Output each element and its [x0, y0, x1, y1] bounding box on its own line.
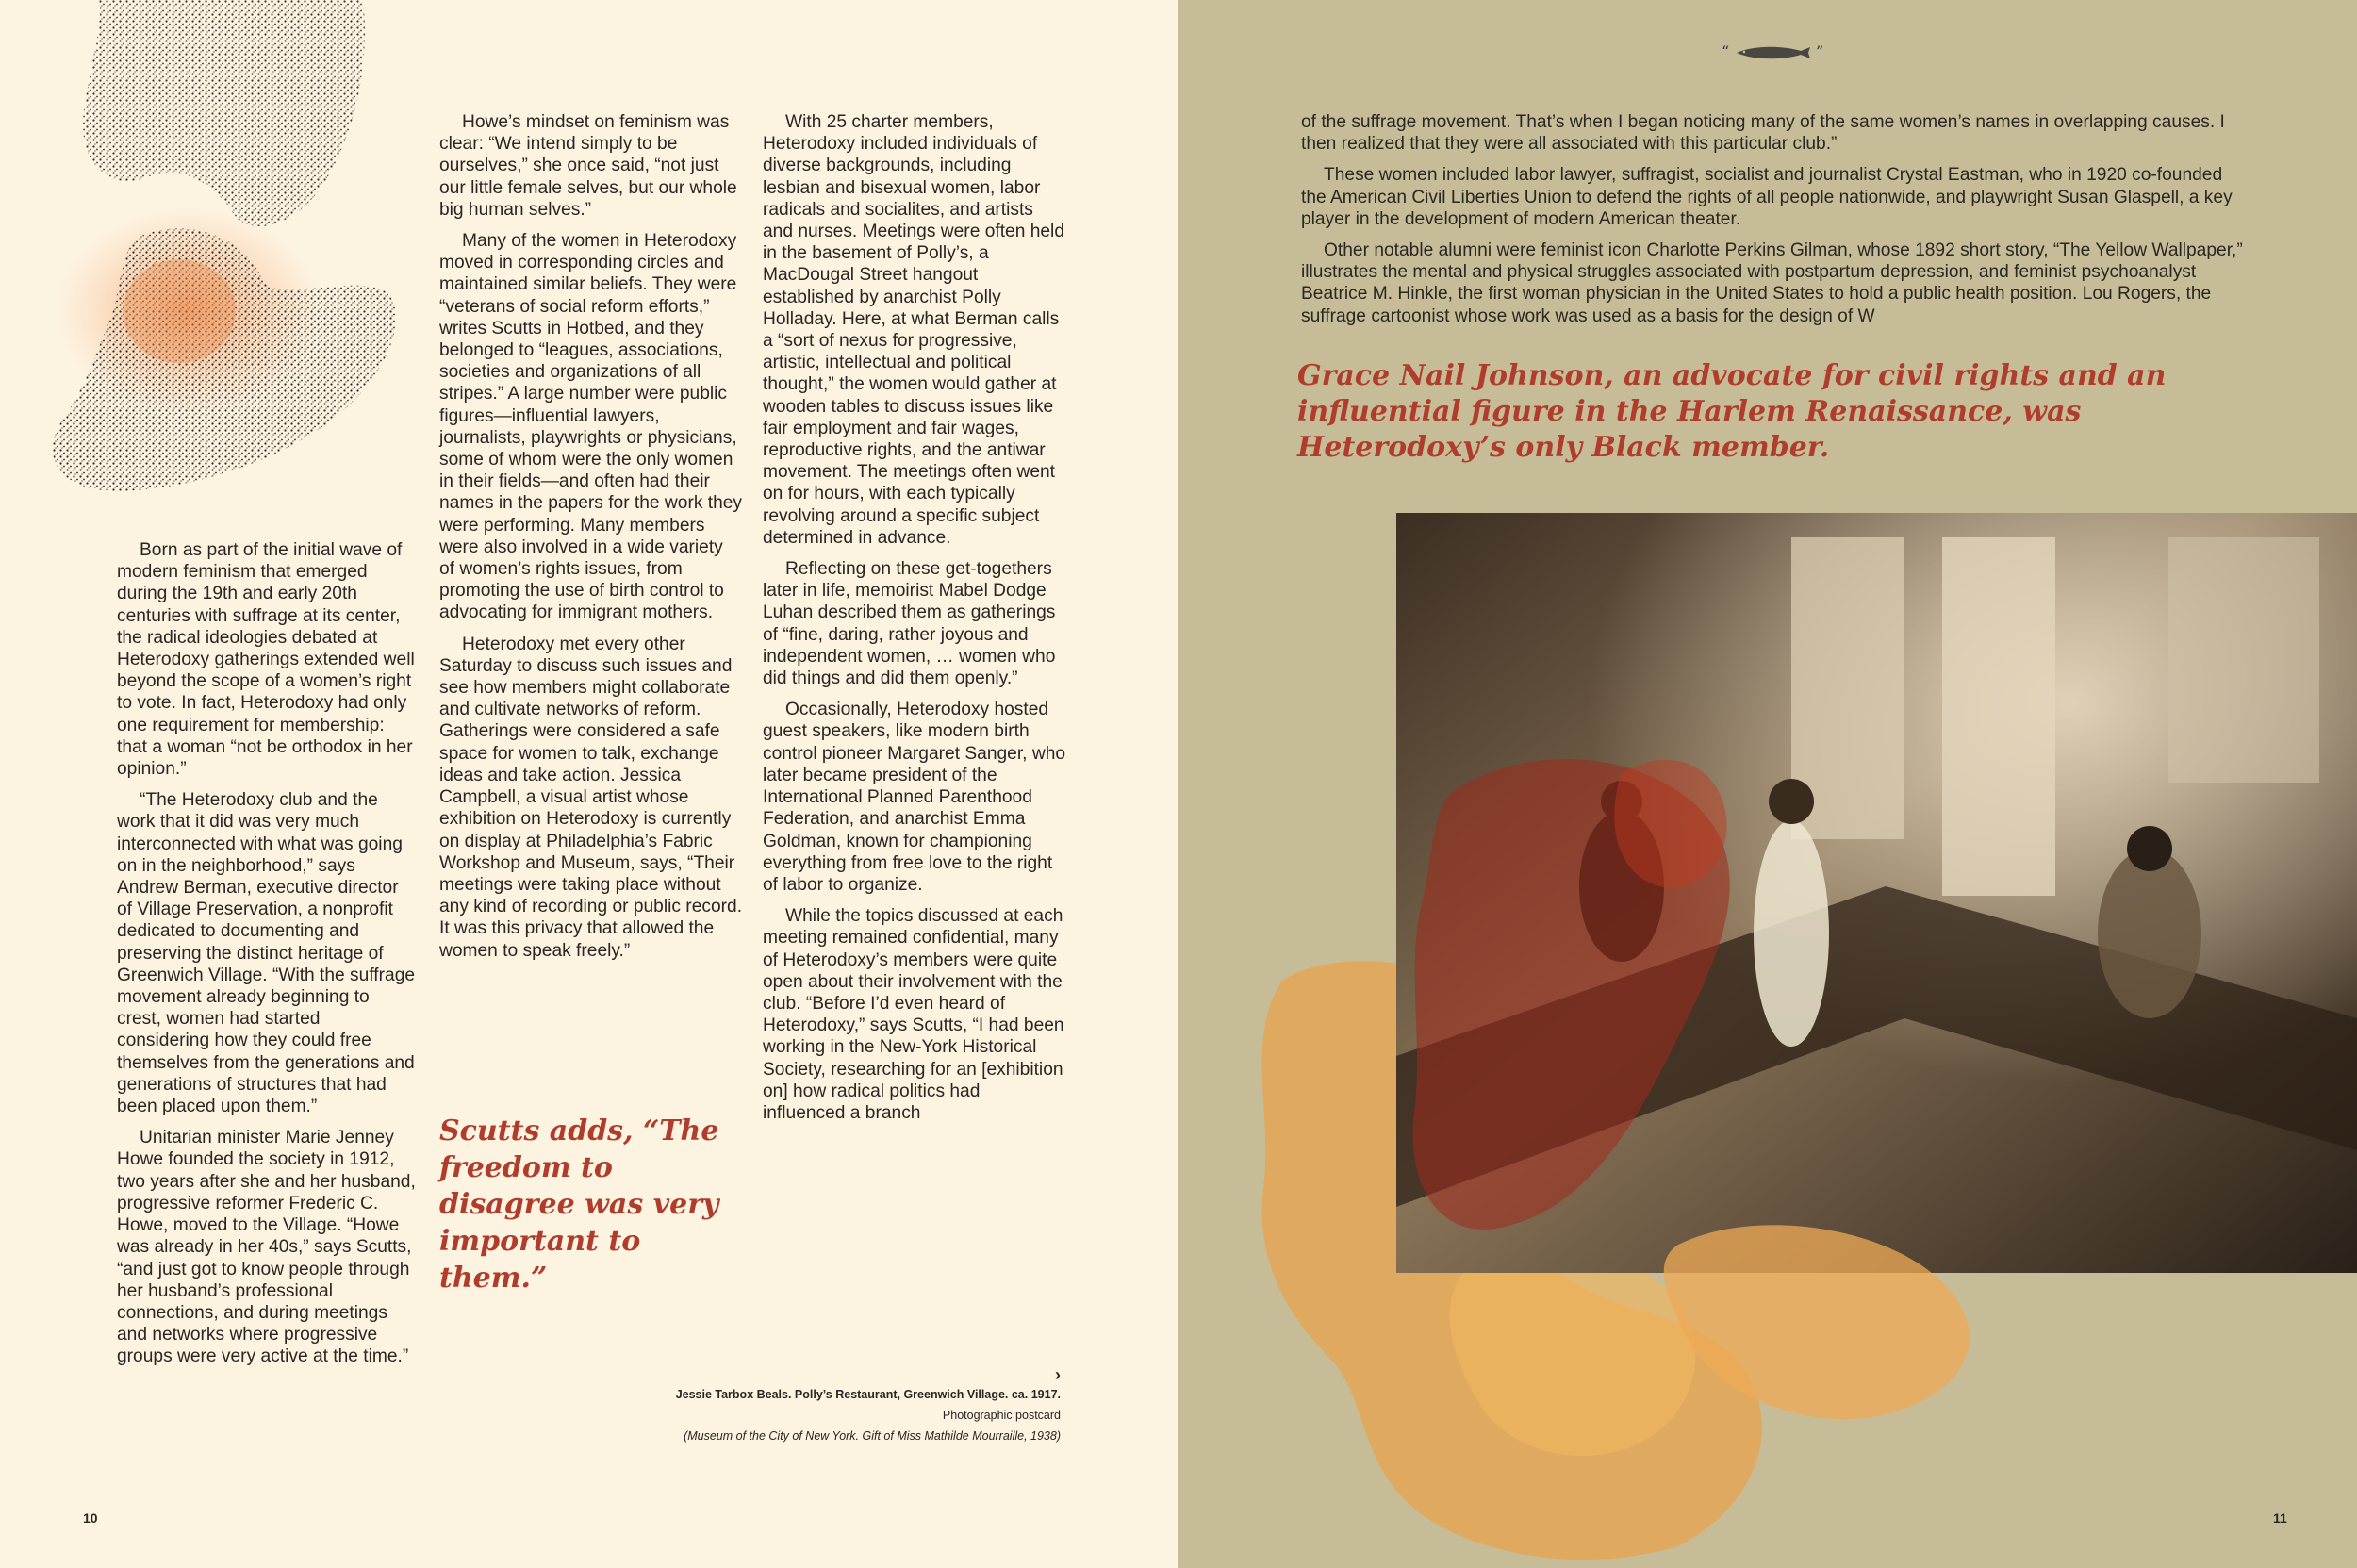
svg-text:“: “: [1722, 42, 1730, 60]
body-column-right: [1301, 111, 2244, 337]
chevron-right-icon: ›: [1055, 1365, 1061, 1384]
stippled-hat-illustration: [0, 0, 415, 514]
paragraph: Other notable alumni were feminist icon Charlotte Perkins Gilman, whose 1892 short story, “The Yellow Wallpaper,” illustrates the mental and physical struggles associated with postpartum depression, and feminist psychoanalyst Beatrice M. Hinkle, the first woman physician in the United States to hold a public health position. Lou Rogers, the suffrage cartoonist whose work was used as a basis for the design of W: [1301, 240, 2243, 326]
paragraph: Howe’s mindset on feminism was clear: “We intend simply to be ourselves,” she once said, “not just our little female selves, but our whole big human selves.”: [439, 112, 737, 220]
paragraph: Born as part of the initial wave of modern feminism that emerged during the 19th and early 20th centuries with suffrage at its center, the radical ideologies debated at Heterodoxy gatherings extended well beyond the scope of a women’s right to vote. In fact, Heterodoxy had only one requirement for membership: that a woman “not be orthodox in her opinion.”: [117, 540, 415, 780]
pull-quote: Scutts adds, “The freedom to disagree was very important to them.”: [439, 1114, 719, 1295]
page-number: 10: [83, 1510, 98, 1526]
body-column-2: [439, 111, 743, 971]
paragraph: While the topics discussed at each meeting remained confidential, many of Heterodoxy’s members were quite open about their involvement with the club. “Before I’d even heard of Heterodoxy,” says Scutts, “I had been working in the New-York Historical Society, researching for an [exhibition on] how radical politics had influenced a branch: [763, 906, 1064, 1123]
page-number: 11: [2273, 1510, 2287, 1526]
svg-text:”: ”: [1816, 42, 1824, 60]
paragraph: “The Heterodoxy club and the work that it did was very much interconnected with what was going on in the neighborhood,” says Andrew Berman, executive director of Village Preservation, a nonprofit dedicated to documenting and preserving the distinct heritage of Greenwich Village. “With the suffrage movement already beginning to crest, women had started considering how they could free themselves from the generations and generations of structures that had been placed upon them.”: [117, 790, 416, 1117]
left-page: [0, 0, 1178, 1568]
paragraph: With 25 charter members, Heterodoxy included individuals of diverse backgrounds, including lesbian and bisexual women, labor radicals and socialites, and artists and nurses. Meetings were often held in the basement of Polly’s, a MacDougal Street hangout established by anarchist Polly Holladay. Here, at what Berman calls a “sort of nexus for progressive, artistic, intellectual and political thought,” the women would gather at wooden tables to discuss issues like fair employment and fair wages, reproductive rights, and the antiwar movement. The meetings often went on for hours, with each typically revolving around a specific subject determined in advance.: [763, 112, 1064, 548]
caption-source: (Museum of the City of New York. Gift of Miss Mathilde Mourraille, 1938): [684, 1429, 1061, 1443]
paragraph: Heterodoxy met every other Saturday to discuss such issues and see how members might collaborate and cultivate networks of reform. Gatherings were considered a safe space for women to talk, exchange ideas and take action. Jessica Campbell, a visual artist whose exhibition on Heterodoxy is currently on display at Philadelphia’s Fabric Workshop and Museum, says, “Their meetings were taking place without any kind of recording or public record. It was this privacy that allowed the women to speak freely.”: [439, 634, 743, 961]
caption-medium: Photographic postcard: [942, 1409, 1061, 1422]
body-column-3: [763, 111, 1066, 1133]
restaurant-photograph: [1226, 490, 2357, 1568]
paragraph: Reflecting on these get-togethers later in life, memoirist Mabel Dodge Luhan described them as gatherings of “fine, daring, rather joyous and independent women, … women who did things and did them openly.”: [763, 559, 1056, 689]
fish-ornament-icon: [1716, 38, 1829, 66]
paragraph: Occasionally, Heterodoxy hosted guest speakers, like modern birth control pioneer Margaret Sanger, who later became president of the International Planned Parenthood Federation, and anarchist Emma Goldman, known for championing everything from free love to the right of labor to organize.: [763, 700, 1066, 895]
paragraph: Unitarian minister Marie Jenney Howe founded the society in 1912, two years after she and her husband, progressive reformer Frederic C. Howe, moved to the Village. “Howe was already in her 40s,” says Scutts, “and just got to know people through her husband’s professional connections, and during meetings and networks where progressive groups were very active at the time.”: [117, 1128, 416, 1367]
photo-caption: [570, 1365, 1061, 1446]
paragraph: These women included labor lawyer, suffragist, socialist and journalist Crystal Eastman, who in 1920 co-founded the American Civil Liberties Union to defend the rights of all people nationwide, and playwright Susan Glaspell, a key player in the development of modern American theater.: [1301, 165, 2233, 229]
body-column-1: [117, 539, 417, 1378]
paragraph: of the suffrage movement. That’s when I began noticing many of the same women’s names in overlapping causes. I then realized that they were all associated with this particular club.”: [1301, 112, 2225, 155]
paragraph: Many of the women in Heterodoxy moved in corresponding circles and maintained similar beliefs. They were “veterans of social reform efforts,” writes Scutts in Hotbed, and they belonged to “leagues, associations, societies and organizations of all stripes.” A large number were public figures—influential lawyers, journalists, playwrights or physicians, some of whom were the only women in their fields—and often had their names in the papers for the work they were performing. Many members were also involved in a wide variety of women’s rights issues, from promoting the use of birth control to advocating for immigrant mothers.: [439, 231, 743, 623]
caption-title: Jessie Tarbox Beals. Polly’s Restaurant, Greenwich Village. ca. 1917.: [675, 1388, 1061, 1401]
pull-quote-right: Grace Nail Johnson, an advocate for civil rights and an influential figure in the Harlem Renaissance, was Heterodoxy’s only Black member.: [1297, 359, 2167, 464]
